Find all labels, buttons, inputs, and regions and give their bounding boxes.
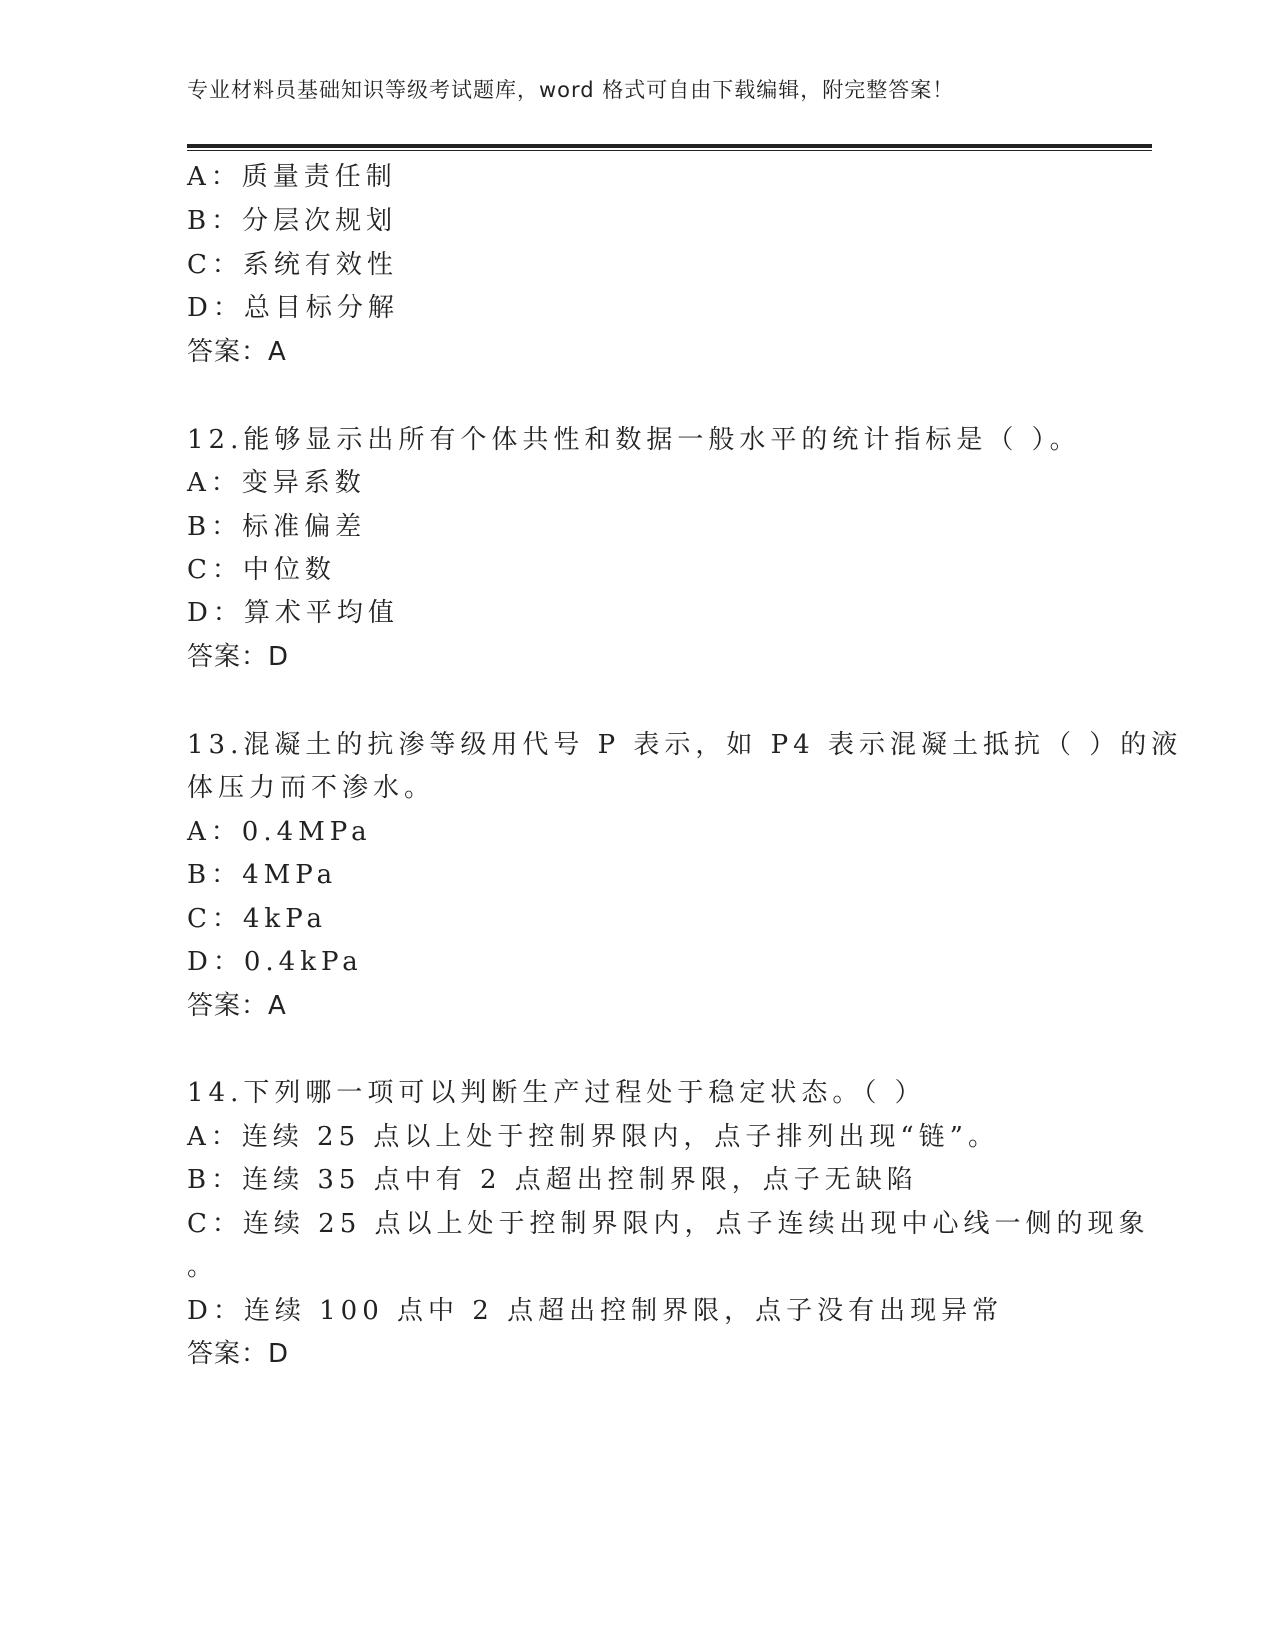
q13-question-line-2: 体压力而不渗水。 (187, 773, 436, 803)
q13-option-a: A：0.4MPa (187, 817, 372, 847)
page-header: 专业材料员基础知识等级考试题库，word 格式可自由下载编辑，附完整答案！ (187, 78, 955, 102)
q13-answer: 答案：A (187, 991, 287, 1021)
q14-option-c: C：连续 25 点以上处于控制界限内，点子连续出现中心线一侧的现象 (187, 1209, 1150, 1239)
q13-option-c: C：4kPa (187, 904, 328, 934)
q11-option-c: C：系统有效性 (187, 250, 398, 280)
q13-question-line-1: 13.混凝土的抗渗等级用代号 P 表示，如 P4 表示混凝土抵抗（ ）的液 (187, 730, 1183, 760)
q14-answer: 答案：D (187, 1339, 290, 1369)
q12-option-a: A：变异系数 (187, 468, 366, 498)
q11-option-b: B：分层次规划 (187, 206, 398, 236)
q12-question: 12.能够显示出所有个体共性和数据一般水平的统计指标是（ ）。 (187, 425, 1081, 455)
q13-option-d: D：0.4kPa (187, 947, 363, 977)
header-divider-thick (187, 144, 1152, 148)
q11-option-a: A：质量责任制 (187, 162, 397, 192)
q13-option-b: B：4MPa (187, 860, 338, 890)
q11-option-d: D：总目标分解 (187, 293, 399, 323)
q12-option-d: D：算术平均值 (187, 598, 399, 628)
q12-option-c: C：中位数 (187, 555, 336, 585)
q14-option-b: B：连续 35 点中有 2 点超出控制界限，点子无缺陷 (187, 1165, 918, 1195)
q14-option-d: D：连续 100 点中 2 点超出控制界限，点子没有出现异常 (187, 1296, 1004, 1326)
q14-question: 14.下列哪一项可以判断生产过程处于稳定状态。（ ） (187, 1078, 926, 1108)
q14-option-a: A：连续 25 点以上处于控制界限内，点子排列出现“链”。 (187, 1122, 999, 1152)
q14-option-c-continuation: 。 (187, 1252, 219, 1282)
header-divider-thin (187, 150, 1152, 151)
q12-answer: 答案：D (187, 642, 290, 672)
q12-option-b: B：标准偏差 (187, 512, 367, 542)
q11-answer: 答案：A (187, 337, 287, 367)
